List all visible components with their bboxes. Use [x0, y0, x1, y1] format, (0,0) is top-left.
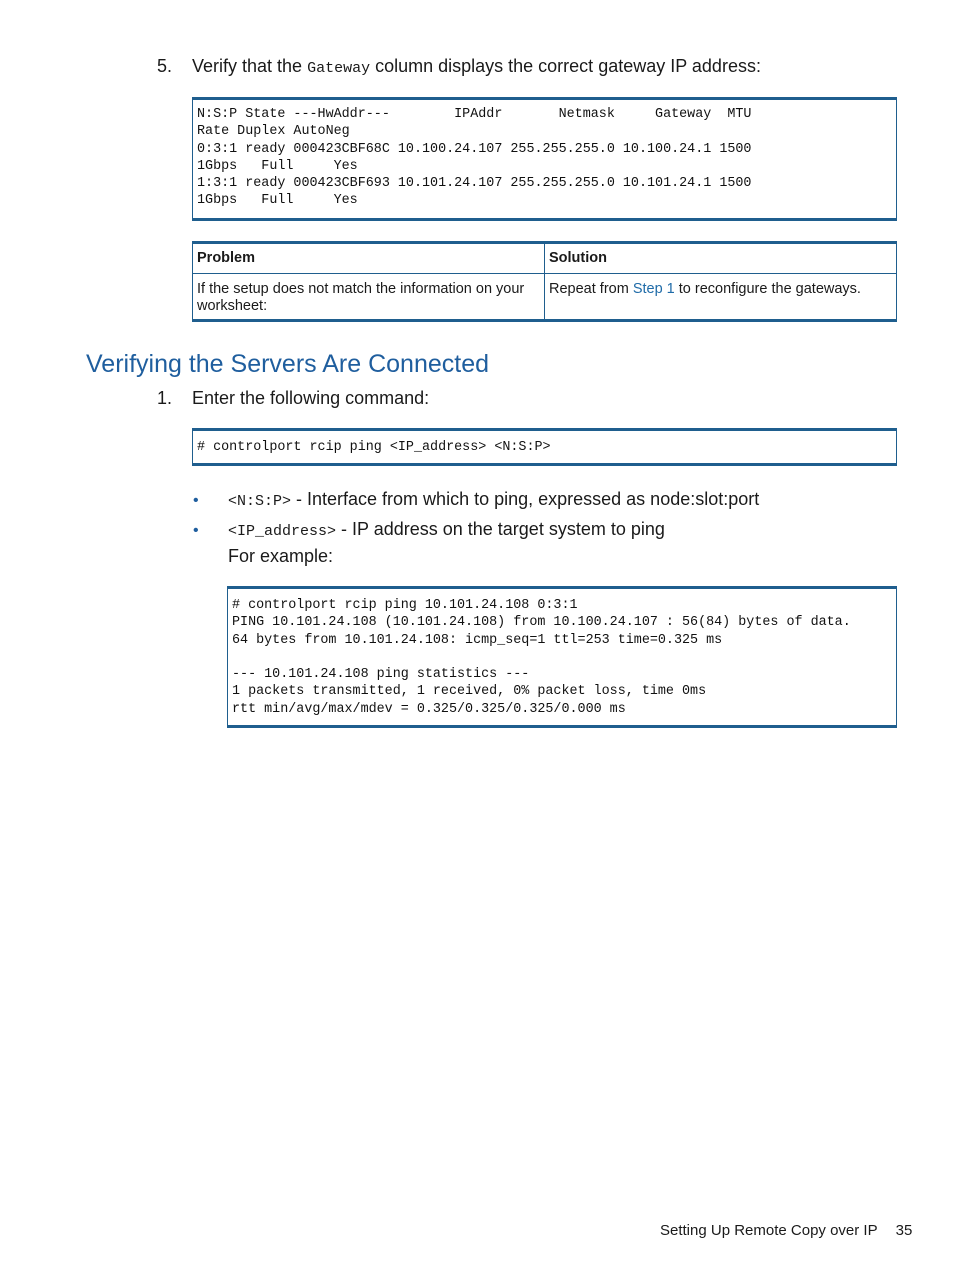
list-item: [193, 487, 759, 514]
for-example-label: For example:: [228, 546, 334, 566]
header-solution: Solution: [545, 243, 897, 274]
section-heading: Verifying the Servers Are Connected: [86, 350, 490, 378]
step-text-after: column displays the correct gateway IP address:: [370, 56, 761, 76]
inline-code: <IP_address>: [228, 523, 337, 540]
table-row: [193, 274, 897, 321]
command-block: [192, 428, 897, 466]
step-text: Enter the following command:: [192, 388, 430, 408]
table-header-row: [193, 243, 897, 274]
bullet-text: - IP address on the target system to ping: [336, 519, 665, 539]
step-number: 5.: [157, 56, 173, 76]
code-text: # controlport rcip ping <IP_address> <N:S:P>: [197, 440, 551, 455]
inline-code: <N:S:P>: [228, 493, 292, 510]
footer-title: Setting Up Remote Copy over IP: [660, 1222, 878, 1239]
bullet-text: - Interface from which to ping, expressed as node:slot:port: [291, 489, 760, 509]
code-text: N:S:P State ---HwAddr--- IPAddr Netmask Gateway MTU Rate Duplex AutoNeg 0:3:1 ready 000423CBF68C 10.100.24.107 255.255.255.0 10.100.24.1 1500 1Gbps Full Yes 1:3:1 ready 000423CBF693 10.101.24.107 255.255.255.0 10.101.24.1 1500 1Gbps Full Yes: [197, 107, 752, 209]
step-5: [157, 54, 761, 81]
list-item: [193, 517, 665, 544]
step-text-before: Verify that the: [192, 56, 308, 76]
bullet-icon: •: [193, 492, 199, 509]
header-problem: Problem: [193, 243, 545, 274]
step-number: 1.: [157, 388, 173, 408]
showport-output-block: [192, 97, 897, 221]
step-1-link[interactable]: Step 1: [632, 281, 675, 297]
cell-solution: [545, 274, 897, 321]
inline-code-gateway: Gateway: [307, 60, 371, 77]
solution-text-after: to reconfigure the gateways.: [674, 281, 861, 297]
problem-solution-table: [192, 241, 897, 322]
page-number: 35: [895, 1222, 913, 1239]
code-text: # controlport rcip ping 10.101.24.108 0:3:1 PING 10.101.24.108 (10.101.24.108) from 10.100.24.107 : 56(84) bytes of data. 64 bytes from 10.101.24.108: icmp_seq=1 ttl=253 time=0.325 ms --- 10.101.24.108 ping statistics --- 1 packets transmitted, 1 received, 0% packet loss, time 0ms rtt min/avg/max/mdev = 0.325/0.325/0.325/0.000 ms: [232, 598, 851, 717]
solution-text-before: Repeat from: [549, 281, 633, 297]
ping-output-block: [227, 586, 897, 728]
step-1: [157, 386, 429, 410]
bullet-icon: •: [193, 522, 199, 539]
cell-problem: If the setup does not match the information on your worksheet:: [193, 274, 545, 321]
page-footer: [660, 1222, 912, 1239]
